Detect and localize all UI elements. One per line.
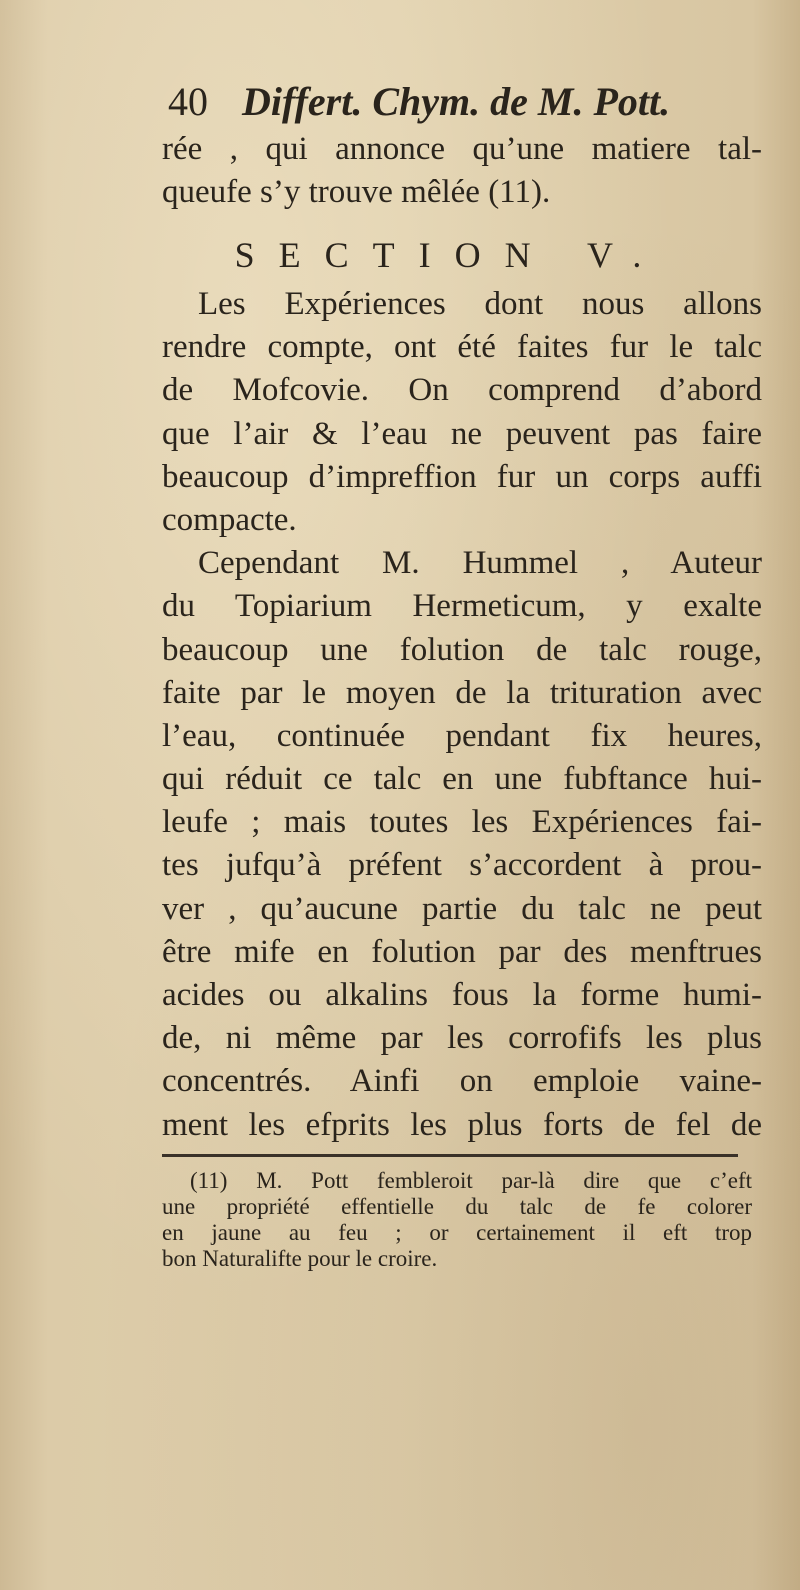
text-line: rendre compte, ont été faites fur le talc xyxy=(162,329,762,366)
footnote-line: une propriété effentielle du talc de fe colorer xyxy=(162,1194,752,1219)
footnote-rule xyxy=(162,1154,738,1157)
running-head xyxy=(168,74,728,130)
text-line: être mife en folution par des menftrues xyxy=(162,933,762,970)
page-number: 40 xyxy=(168,79,208,124)
text-line: queufe s’y trouve mêlée (11). xyxy=(162,174,551,211)
text-line: l’eau, continuée pendant fix heures, xyxy=(162,717,762,754)
text-line: beaucoup une folution de talc rouge, xyxy=(162,631,762,668)
text-line: de Mofcovie. On comprend d’abord xyxy=(162,372,762,409)
footnote-line: bon Naturalifte pour le croire. xyxy=(162,1246,438,1271)
text-line: compacte. xyxy=(162,501,297,538)
text-line: beaucoup d’impreffion fur un corps auffi xyxy=(162,458,762,495)
text-line: acides ou alkalins fous la forme humi- xyxy=(162,977,762,1013)
text-line: du Topiarium Hermeticum, y exalte xyxy=(162,588,762,625)
footnote-line: (11) M. Pott fembleroit par-là dire que c’eft xyxy=(190,1168,752,1193)
text-line: Cependant M. Hummel , Auteur xyxy=(198,545,762,582)
text-line: Les Expériences dont nous allons xyxy=(198,286,762,322)
text-line: ment les efprits les plus forts de fel de xyxy=(162,1106,762,1143)
text-line: ver , qu’aucune partie du talc ne peut xyxy=(162,890,762,927)
text-line: rée , qui annonce qu’une matiere tal- xyxy=(162,131,762,167)
text-line: leufe ; mais toutes les Expériences fai- xyxy=(162,804,762,841)
text-line: qui réduit ce talc en une fubftance hui- xyxy=(162,761,762,798)
footnote xyxy=(162,1168,752,1272)
text-line: faite par le moyen de la trituration avec xyxy=(162,674,762,711)
paragraph-continuation xyxy=(162,128,762,214)
text-line: que l’air & l’eau ne peuvent pas faire xyxy=(162,415,762,452)
running-title: Differt. Chym. de M. Pott. xyxy=(242,79,671,124)
body-text xyxy=(162,283,762,1147)
footnote-line: en jaune au feu ; or certainement il eft trop xyxy=(162,1220,752,1245)
text-line: concentrés. Ainfi on emploie vaine- xyxy=(162,1063,762,1100)
text-line: tes jufqu’à préfent s’accordent à prou- xyxy=(162,847,762,884)
text-line: de, ni même par les corrofifs les plus xyxy=(162,1020,762,1057)
section-heading: SECTION V. xyxy=(234,235,666,275)
